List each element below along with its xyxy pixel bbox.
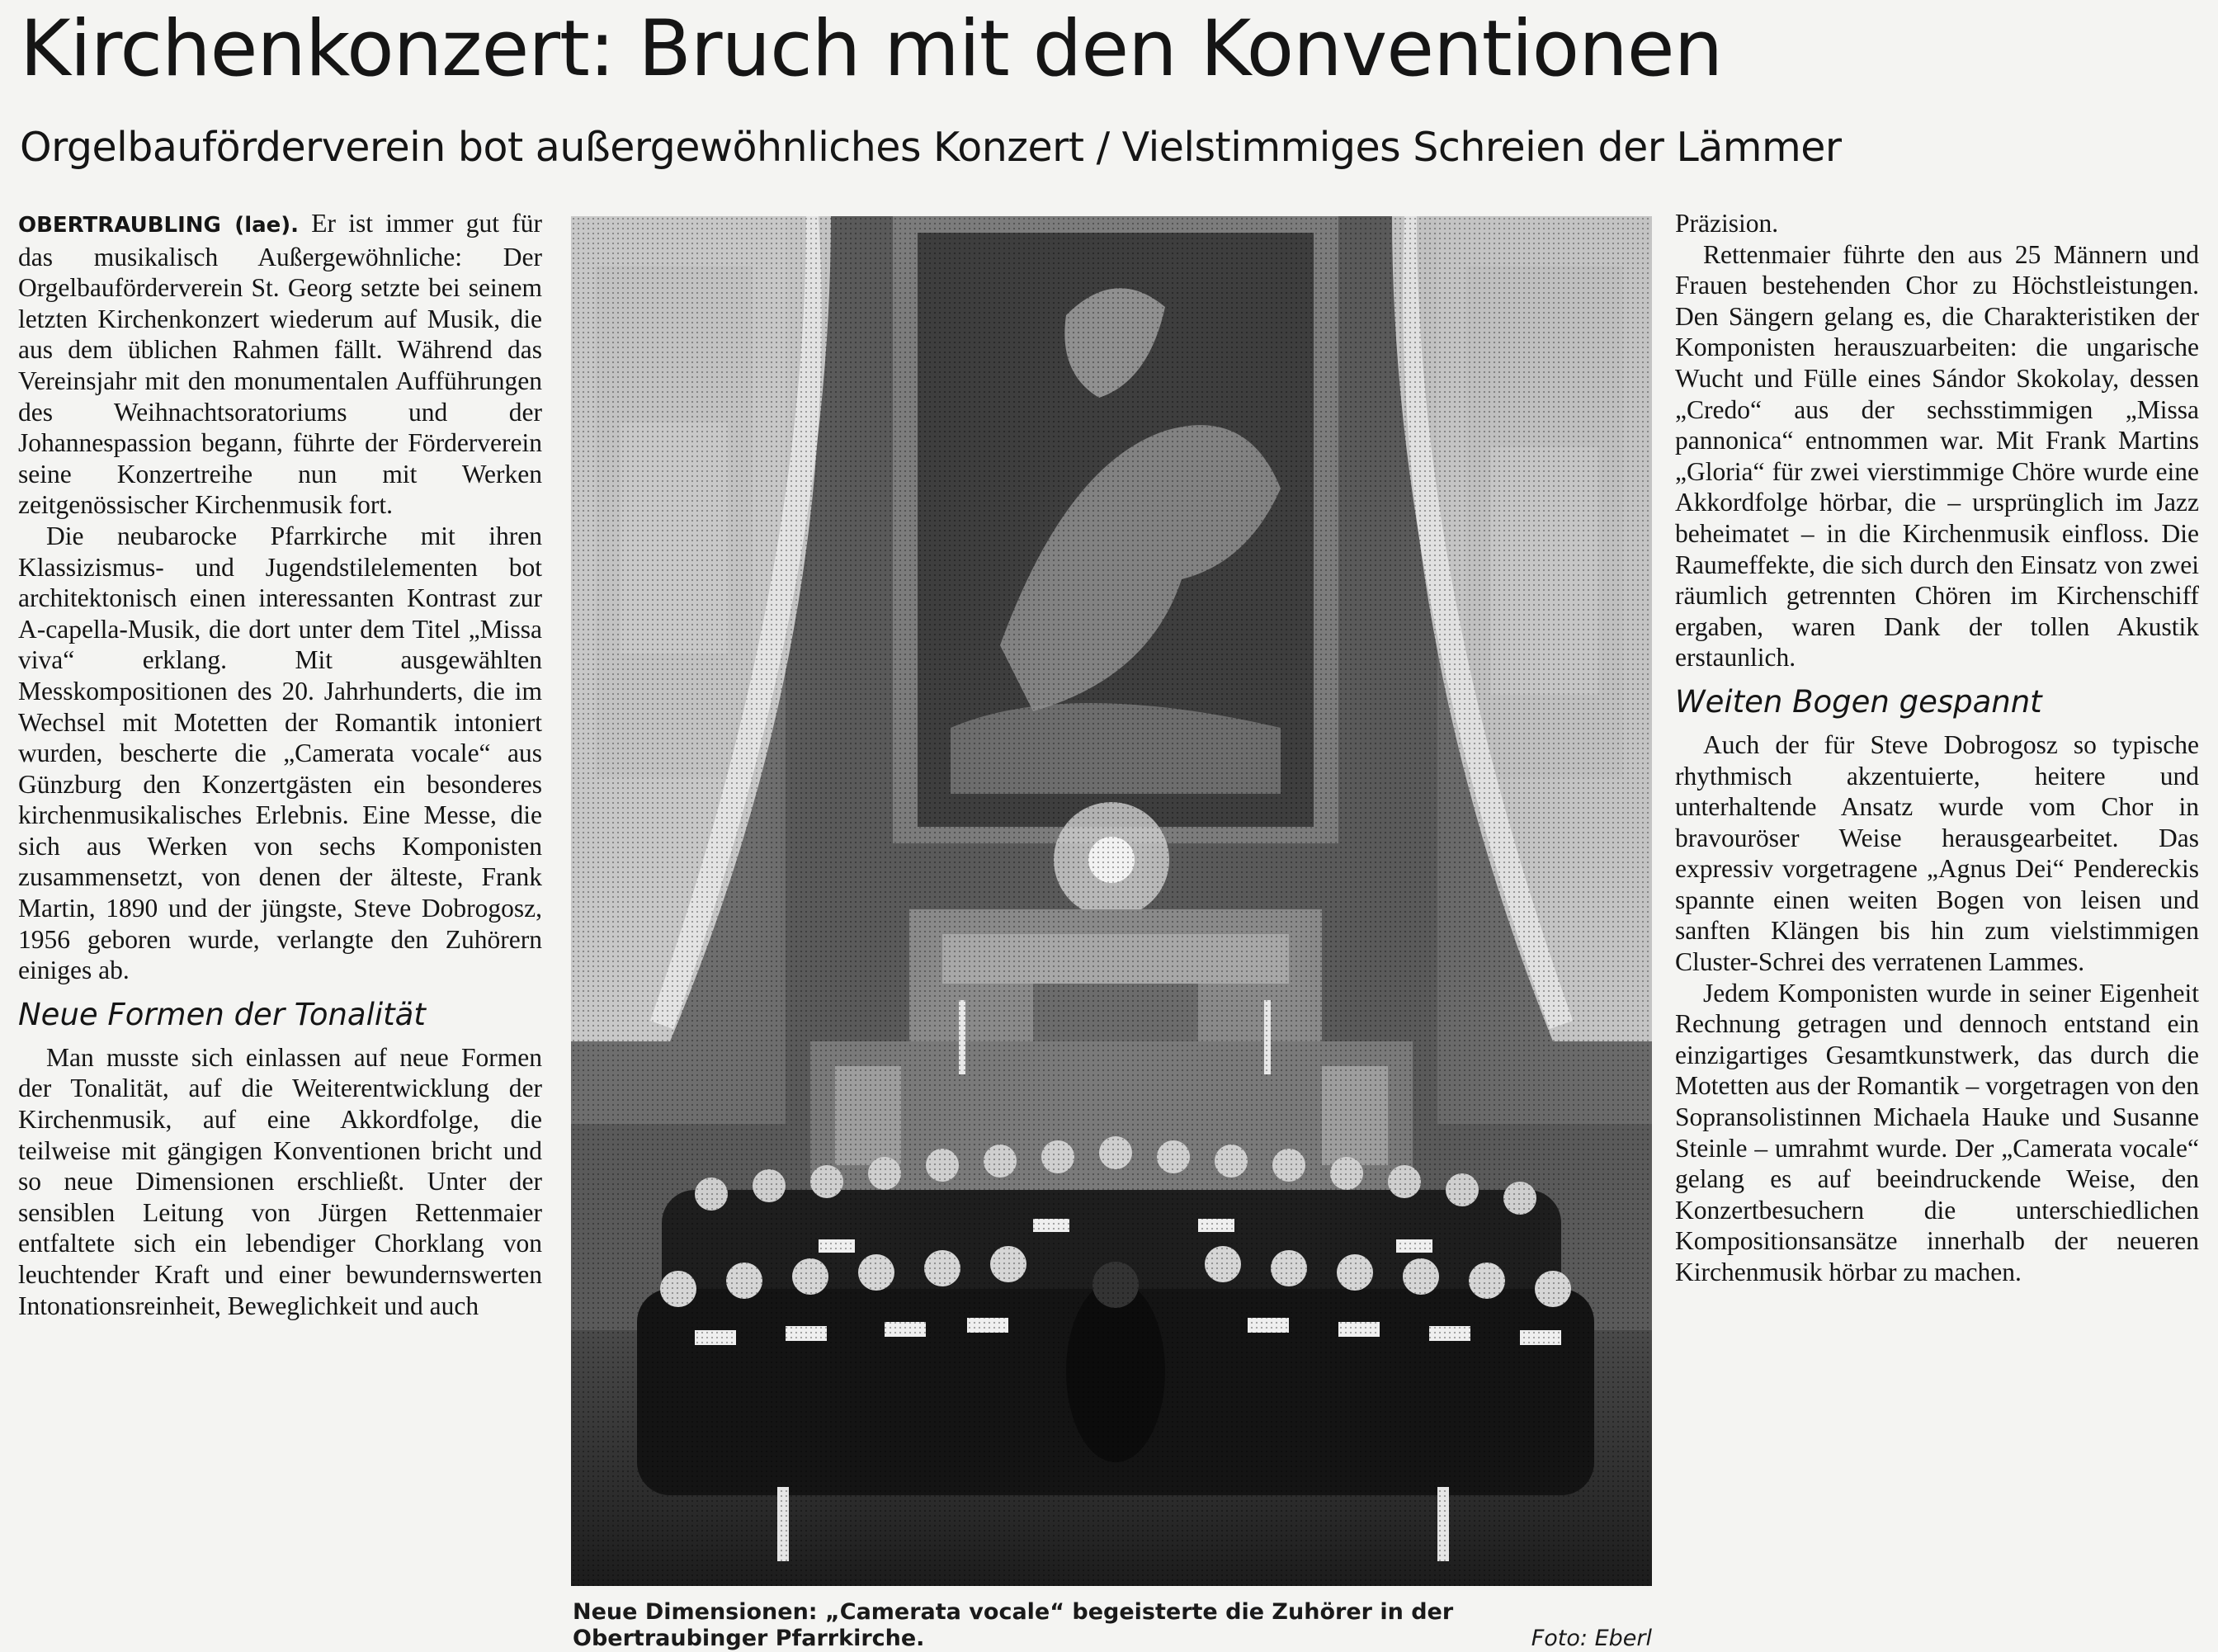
article-column-1	[18, 208, 542, 1644]
body-paragraph: Auch der für Steve Dobrogosz so typische rhythmisch akzentuierte, heitere und unterhaltende Ansatz wurde vom Chor in bravouröser Weise herausgearbeitet. Das expressiv vorgetragene „Agnus Dei“ Pendereckis spannte einen weiten Bogen von leisen und sanften Klängen bis hin zum vielstimmigen Cluster-Schrei des verratenen Lammes.	[1675, 729, 2199, 977]
body-paragraph: Die neubarocke Pfarrkirche mit ihren Klassizismus- und Jugendstilelementen bot architektonisch einen interessanten Kontrast zur A-capella-Musik, die dort unter dem Titel „Missa viva“ erklang. Mit ausgewählten Messkompositionen des 20. Jahrhunderts, die im Wechsel mit Motetten der Romantik intoniert wurden, bescherte die „Camerata vocale“ aus Günzburg den Konzertgästen ein besonderes kirchenmusikalisches Erlebnis. Eine Messe, die sich aus Werken von sechs Komponisten zusammensetzt, von denen der älteste, Frank Martin, 1890 und der jüngste, Steve Dobrogosz, 1956 geboren wurde, verlangte den Zuhörern einiges ab.	[18, 521, 542, 985]
photo-credit: Foto: Eberl	[1531, 1626, 1652, 1651]
caption-text: Neue Dimensionen: „Camerata vocale“ begeisterte die Zuhörer in der Obertraubinger Pfarrkirche.	[573, 1599, 1454, 1651]
body-paragraph: Präzision.	[1675, 209, 1779, 238]
headline: Kirchenkonzert: Bruch mit den Konventionen	[20, 4, 1723, 94]
dateline: OBERTRAUBLING (lae).	[18, 213, 300, 238]
lead-paragraph-text: Er ist immer gut für das musikalisch Außergewöhnliche: Der Orgelbauförderverein St. Georg setzte bei seinem letzten Kirchenkonzert wiederum auf Musik, die aus dem üblichen Rahmen fällt. Während das Vereinsjahr mit den monumentalen Aufführungen des Weihnachtsoratoriums und der Johannespassion begann, führte der Förderverein seine Konzertreihe nun mit Werken zeitgenössischer Kirchenmusik fort.	[18, 209, 542, 520]
lead-paragraph	[18, 208, 542, 521]
article-column-3	[1675, 208, 2199, 1644]
body-paragraph: Jedem Komponisten wurde in seiner Eigenheit Rechnung getragen und dennoch entstand ein einzigartiges Gesamtkunstwerk, das durch die Motetten aus der Romantik – vorgetragen von den Sopransolistinnen Michaela Hauke und Susanne Steinle – umrahmt wurde. Der „Camerata vocale“ gelang es auf beeindruckende Weise, den Konzertbesuchern die unterschiedlichen Kompositionsansätze innerhalb der neueren Kirchenmusik hörbar zu machen.	[1675, 978, 2199, 1286]
choir-in-church-illustration	[571, 216, 1652, 1586]
choir-photo	[571, 216, 1652, 1586]
photo-caption	[573, 1599, 1652, 1652]
crosshead-neue-formen: Neue Formen der Tonalität	[18, 996, 426, 1032]
subheadline: Orgelbauförderverein bot außergewöhnliches Konzert / Vielstimmiges Schreien der Lämmer	[20, 124, 1842, 171]
body-paragraph: Man musste sich einlassen auf neue Formen der Tonalität, auf die Weiterentwicklung der Kirchenmusik, auf eine Akkordfolge, die teilweise mit gängigen Konventionen bricht und so neue Dimensionen erschließt. Unter der sensiblen Leitung von Jürgen Rettenmaier entfaltete sich ein lebendiger Chorklang von leuchtender Kraft und einer bewundernswerten Intonationsreinheit, Beweglichkeit und auch	[18, 1042, 542, 1320]
body-paragraph: Rettenmaier führte den aus 25 Männern und Frauen bestehenden Chor zu Höchstleistungen. Den Sängern gelang es, die Charakteristiken der Komponisten herauszuarbeiten: die ungarische Wucht und Fülle eines Sándor Skokolay, dessen „Credo“ aus der sechsstimmigen „Missa pannonica“ entnommen war. Mit Frank Martins „Gloria“ für zwei vierstimmige Chöre wurde eine Akkordfolge hörbar, die – ursprünglich im Jazz beheimatet – in die Kirchenmusik einfloss. Die Raumeffekte, die sich durch den Einsatz von zwei räumlich getrennten Chören im Kirchenschiff ergaben, waren Dank der tollen Akustik erstaunlich.	[1675, 239, 2199, 673]
crosshead-weiten-bogen: Weiten Bogen gespannt	[1675, 683, 2042, 720]
